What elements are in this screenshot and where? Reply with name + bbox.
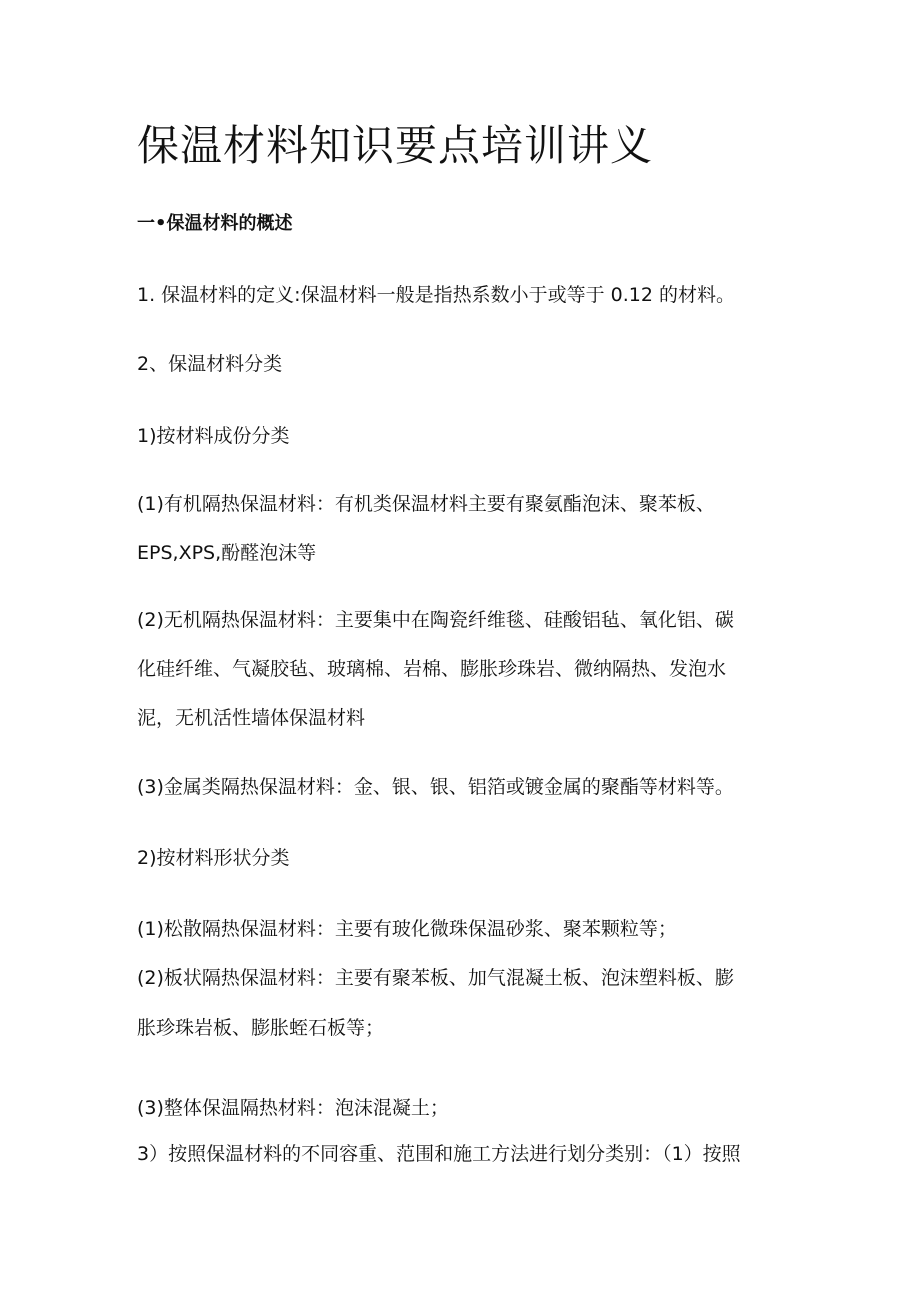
paragraph-loose: (1)松散隔热保温材料：主要有玻化微珠保温砂浆、聚苯颗粒等； (137, 918, 677, 940)
paragraph-inorganic-line-2: 化硅纤维、气凝胶毡、玻璃棉、岩棉、膨胀珍珠岩、微纳隔热、发泡水 (137, 658, 727, 680)
paragraph-by-composition: 1)按材料成份分类 (137, 425, 290, 447)
paragraph-inorganic-line-3: 泥，无机活性墙体保温材料 (137, 707, 366, 729)
paragraph-density-method: 3）按照保温材料的不同容重、范围和施工方法进行划分类别：（1）按照 (137, 1143, 741, 1165)
paragraph-board-line-1: (2)板状隔热保温材料：主要有聚苯板、加气混凝土板、泡沫塑料板、膨 (137, 967, 734, 989)
paragraph-integral: (3)整体保温隔热材料：泡沫混凝土； (137, 1097, 449, 1119)
paragraph-organic-line-1: (1)有机隔热保温材料：有机类保温材料主要有聚氨酯泡沫、聚苯板、 (137, 493, 715, 515)
section-heading-overview: 一•保温材料的概述 (137, 213, 293, 234)
paragraph-by-shape: 2)按材料形状分类 (137, 847, 290, 869)
paragraph-definition: 1. 保温材料的定义:保温材料一般是指热系数小于或等于 0.12 的材料。 (137, 284, 735, 306)
paragraph-organic-line-2: EPS,XPS,酚醛泡沫等 (137, 542, 317, 564)
paragraph-classification-heading: 2、保温材料分类 (137, 353, 283, 375)
document-title: 保温材料知识要点培训讲义 (137, 121, 654, 170)
paragraph-metal: (3)金属类隔热保温材料：金、银、银、铝箔或镀金属的聚酯等材料等。 (137, 776, 734, 798)
paragraph-board-line-2: 胀珍珠岩板、膨胀蛭石板等； (137, 1017, 385, 1039)
paragraph-inorganic-line-1: (2)无机隔热保温材料：主要集中在陶瓷纤维毯、硅酸铝毡、氧化铝、碳 (137, 609, 734, 631)
